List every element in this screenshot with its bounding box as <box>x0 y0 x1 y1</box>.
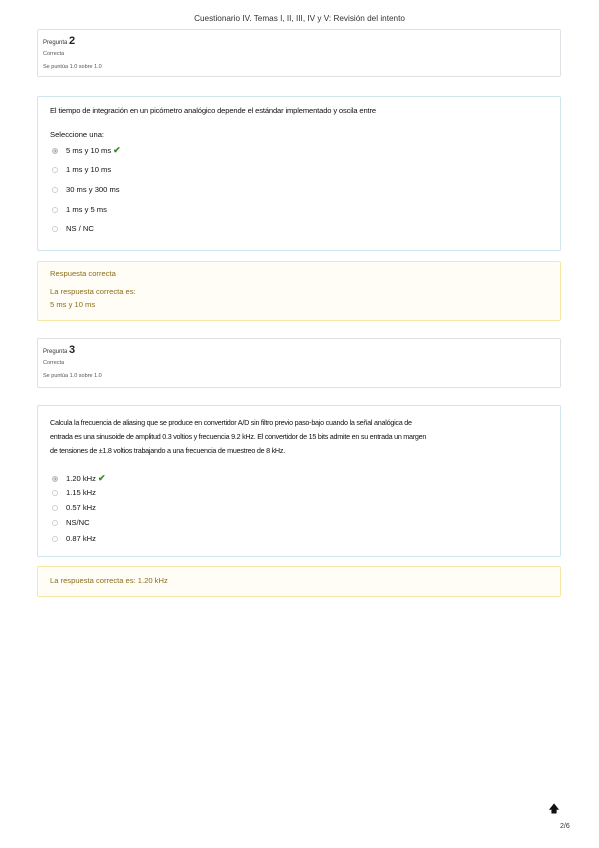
question-formulation-2 <box>37 96 561 251</box>
option-label: 1.15 kHz <box>66 488 96 497</box>
correct-answer-label: La respuesta correcta es: <box>50 287 136 296</box>
correct-answer-value: 5 ms y 10 ms <box>50 300 96 309</box>
answer-option[interactable] <box>52 488 96 497</box>
radio-button-selected[interactable] <box>52 148 58 154</box>
question-formulation-3 <box>37 405 561 557</box>
option-label: NS/NC <box>66 518 90 527</box>
option-label: 5 ms y 10 ms <box>66 146 112 155</box>
checkmark-icon: ✔ <box>113 145 121 155</box>
question-label: Pregunta <box>43 349 68 355</box>
answer-option[interactable] <box>52 224 94 233</box>
checkmark-icon: ✔ <box>97 473 106 483</box>
answer-option[interactable] <box>52 503 96 512</box>
option-label: 1 ms y 5 ms <box>66 205 107 214</box>
answer-option[interactable] <box>52 165 111 174</box>
answer-option[interactable] <box>52 473 106 484</box>
question-grade: Se puntúa 1.0 sobre 1.0 <box>43 373 102 379</box>
option-label: NS / NC <box>66 224 94 233</box>
question-number-value: 2 <box>69 35 76 47</box>
question-grade: Se puntúa 1.0 sobre 1.0 <box>43 64 102 70</box>
question-number <box>43 344 555 356</box>
radio-button[interactable] <box>52 207 58 213</box>
option-label: 1 ms y 10 ms <box>66 165 112 174</box>
back-to-top-button[interactable] <box>545 800 563 818</box>
option-label: 0.57 kHz <box>66 503 96 512</box>
radio-button[interactable] <box>52 490 58 496</box>
feedback-box-2 <box>37 261 561 321</box>
question-label: Pregunta <box>43 40 68 46</box>
answer-option[interactable] <box>52 185 120 194</box>
answer-option[interactable] <box>52 205 107 214</box>
radio-button[interactable] <box>52 187 58 193</box>
page-number: 2/6 <box>560 823 570 830</box>
question-text: El tiempo de integración en un picómetro analógico depende el estándar implementado y oscila entre <box>50 106 376 115</box>
question-info-2 <box>37 29 561 77</box>
question-state: Correcta <box>43 360 65 366</box>
option-label: 30 ms y 300 ms <box>66 185 120 194</box>
arrow-up-icon: 🡅 <box>548 802 560 815</box>
radio-button[interactable] <box>52 226 58 232</box>
radio-button[interactable] <box>52 167 58 173</box>
option-label: 0.87 kHz <box>66 534 96 543</box>
question-text-line-1: Calcula la frecuencia de aliasing que se produce en convertidor A/D sin filtro previo paso-bajo cuando la señal analógica de <box>50 418 412 427</box>
select-prompt: Seleccione una: <box>50 130 105 139</box>
page-header: Cuestionario IV. Temas I, II, III, IV y V: Revisión del intento <box>194 14 405 23</box>
question-number-value: 3 <box>69 344 76 356</box>
question-text-line-2: entrada es una sinusoide de amplitud 0.3 voltios y frecuencia 9.2 kHz. El convertidor de 15 bits admite en su entrada un margen <box>50 432 427 441</box>
feedback-box-3 <box>37 566 561 597</box>
answer-option[interactable] <box>52 145 121 156</box>
option-label: 1.20 kHz <box>66 474 96 483</box>
question-text-line-3: de tensiones de ±1.8 voltios trabajando a una frecuencia de muestreo de 8 kHz. <box>50 446 285 455</box>
correct-answer-text: La respuesta correcta es: 1.20 kHz <box>50 576 168 585</box>
question-number <box>43 35 555 47</box>
radio-button[interactable] <box>52 505 58 511</box>
answer-option[interactable] <box>52 534 96 543</box>
radio-button-selected[interactable] <box>52 476 58 482</box>
radio-button[interactable] <box>52 520 58 526</box>
answer-option[interactable] <box>52 518 90 527</box>
feedback-title: Respuesta correcta <box>50 269 116 278</box>
question-state: Correcta <box>43 51 65 57</box>
radio-button[interactable] <box>52 536 58 542</box>
question-info-3 <box>37 338 561 388</box>
